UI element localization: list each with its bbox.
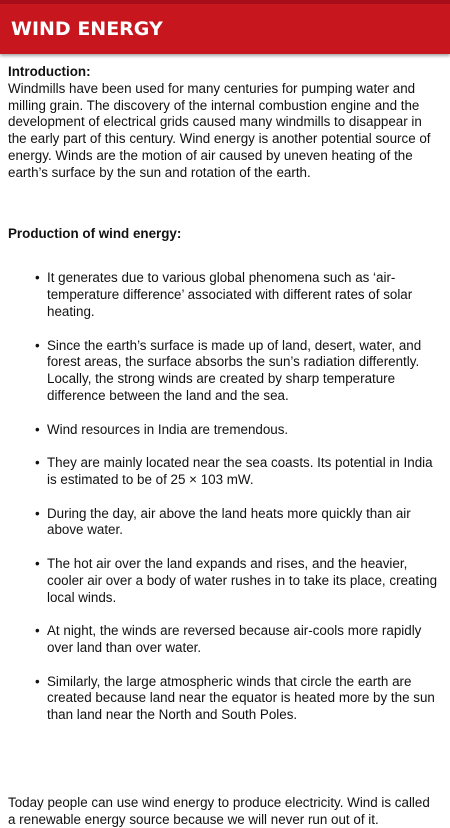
bullet-icon: • — [35, 337, 40, 353]
list-item-text: Since the earth’s surface is made up of land, desert, water, and forest areas, the surface absorbs the sun’s radiation differently. Locally, the strong winds are created by sharp temperature difference between the land and the sea. — [47, 337, 422, 403]
list-item — [35, 270, 440, 320]
app-bar — [0, 4, 450, 54]
list-item — [35, 673, 440, 724]
list-item-text: At night, the winds are reversed because air-cools more rapidly over land than over water. — [47, 623, 422, 655]
bullet-icon: • — [35, 505, 40, 521]
list-item — [35, 623, 440, 657]
list-item-text: Wind resources in India are tremendous. — [47, 421, 289, 437]
production-heading: Production of wind energy: — [8, 225, 182, 241]
bullet-icon: • — [35, 623, 40, 639]
production-bullet-list — [8, 270, 440, 724]
page-title: WIND ENERGY — [11, 18, 163, 40]
list-item — [35, 337, 440, 405]
list-item-text: It generates due to various global phenomena such as ‘air-temperature difference’ associated with different rates of solar heating. — [47, 270, 413, 319]
introduction-heading: Introduction: — [8, 64, 91, 79]
article-content[interactable] — [0, 54, 450, 827]
list-item-text: Similarly, the large atmospheric winds that circle the earth are created because land near the equator is heated more by the sun than land near the North and South Poles. — [47, 673, 435, 723]
bullet-icon: • — [35, 421, 40, 437]
introduction-paragraph: Windmills have been used for many centuries for pumping water and milling grain. The discovery of the internal combustion engine and the development of electrical grids caused many windmills to disappear in the early part of this century. Wind energy is another potential source of energy. Winds are the motion of air caused by uneven heating of the earth’s surface by the sun and rotation of the earth. — [8, 80, 431, 180]
list-item-text: The hot air over the land expands and rises, and the heavier, cooler air over a body of water rushes in to take its place, creating local winds. — [47, 555, 438, 605]
closing-paragraph: Today people can use wind energy to produce electricity. Wind is called a renewable energy source because we will never run out of it. — [8, 794, 430, 827]
list-item — [35, 421, 440, 439]
list-item — [35, 555, 440, 606]
bullet-icon: • — [35, 555, 40, 571]
list-item — [35, 505, 440, 540]
list-item-text: During the day, air above the land heats more quickly than air above water. — [47, 505, 411, 538]
introduction-section — [8, 64, 440, 182]
bullet-icon: • — [35, 673, 40, 689]
list-item-text: They are mainly located near the sea coasts. Its potential in India is estimated to be of 25 × 103 mW. — [47, 455, 433, 487]
bullet-icon: • — [35, 270, 40, 286]
list-item — [35, 455, 440, 489]
bullet-icon: • — [35, 455, 40, 471]
